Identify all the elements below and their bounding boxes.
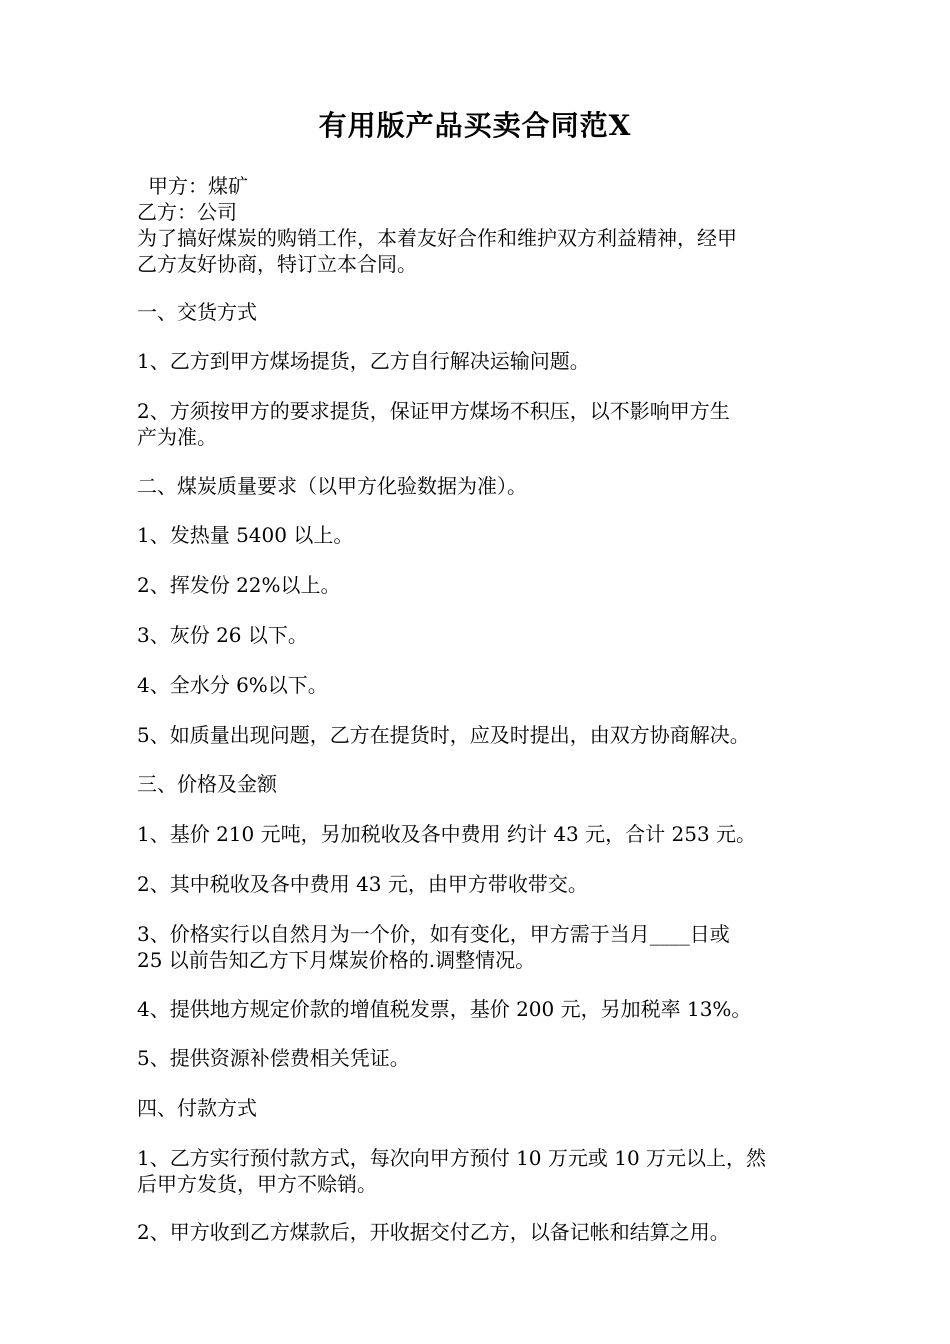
clause-payment-1-cont: 后甲方发货，甲方不赊销。 <box>137 1172 377 1196</box>
clause-quality-5: 5、如质量出现问题，乙方在提货时，应及时提出，由双方协商解决。 <box>137 723 750 747</box>
clause-price-4: 4、提供地方规定价款的增值税发票，基价 200 元，另加税率 13%。 <box>137 997 752 1021</box>
document-title: 有用版产品买卖合同范X <box>318 109 632 142</box>
clause-price-3-cont: 25 以前告知乙方下月煤炭价格的.调整情况。 <box>137 948 536 972</box>
section-heading-delivery: 一、交货方式 <box>137 300 257 324</box>
clause-price-3: 3、价格实行以自然月为一个价，如有变化，甲方需于当月____日或 <box>137 922 730 946</box>
section-heading-quality: 二、煤炭质量要求（以甲方化验数据为准）。 <box>137 474 527 498</box>
clause-payment-1: 1、乙方实行预付款方式，每次向甲方预付 10 万元或 10 万元以上，然 <box>137 1146 767 1170</box>
clause-quality-2: 2、挥发份 22%以上。 <box>137 573 341 597</box>
clause-quality-3: 3、灰份 26 以下。 <box>137 623 308 647</box>
clause-quality-4: 4、全水分 6%以下。 <box>137 673 328 697</box>
clause-quality-1: 1、发热量 5400 以上。 <box>137 523 354 547</box>
intro-line-1: 为了搞好煤炭的购销工作，本着友好合作和维护双方利益精神，经甲 <box>137 226 737 250</box>
section-heading-price: 三、价格及金额 <box>137 772 277 796</box>
clause-price-1: 1、基价 210 元吨，另加税收及各中费用 约计 43 元，合计 253 元。 <box>137 822 757 846</box>
clause-price-5: 5、提供资源补偿费相关凭证。 <box>137 1046 410 1070</box>
party-b: 乙方：公司 <box>137 200 237 224</box>
clause-delivery-2: 2、方须按甲方的要求提货，保证甲方煤场不积压，以不影响甲方生 <box>137 399 730 423</box>
section-heading-payment: 四、付款方式 <box>137 1096 257 1120</box>
party-a: 甲方：煤矿 <box>148 174 248 198</box>
intro-line-2: 乙方友好协商，特订立本合同。 <box>137 252 417 276</box>
clause-delivery-1: 1、乙方到甲方煤场提货，乙方自行解决运输问题。 <box>137 349 590 373</box>
clause-price-2: 2、其中税收及各中费用 43 元，由甲方带收带交。 <box>137 872 588 896</box>
clause-payment-2: 2、甲方收到乙方煤款后，开收据交付乙方，以备记帐和结算之用。 <box>137 1220 730 1244</box>
clause-delivery-2-cont: 产为准。 <box>137 425 217 449</box>
